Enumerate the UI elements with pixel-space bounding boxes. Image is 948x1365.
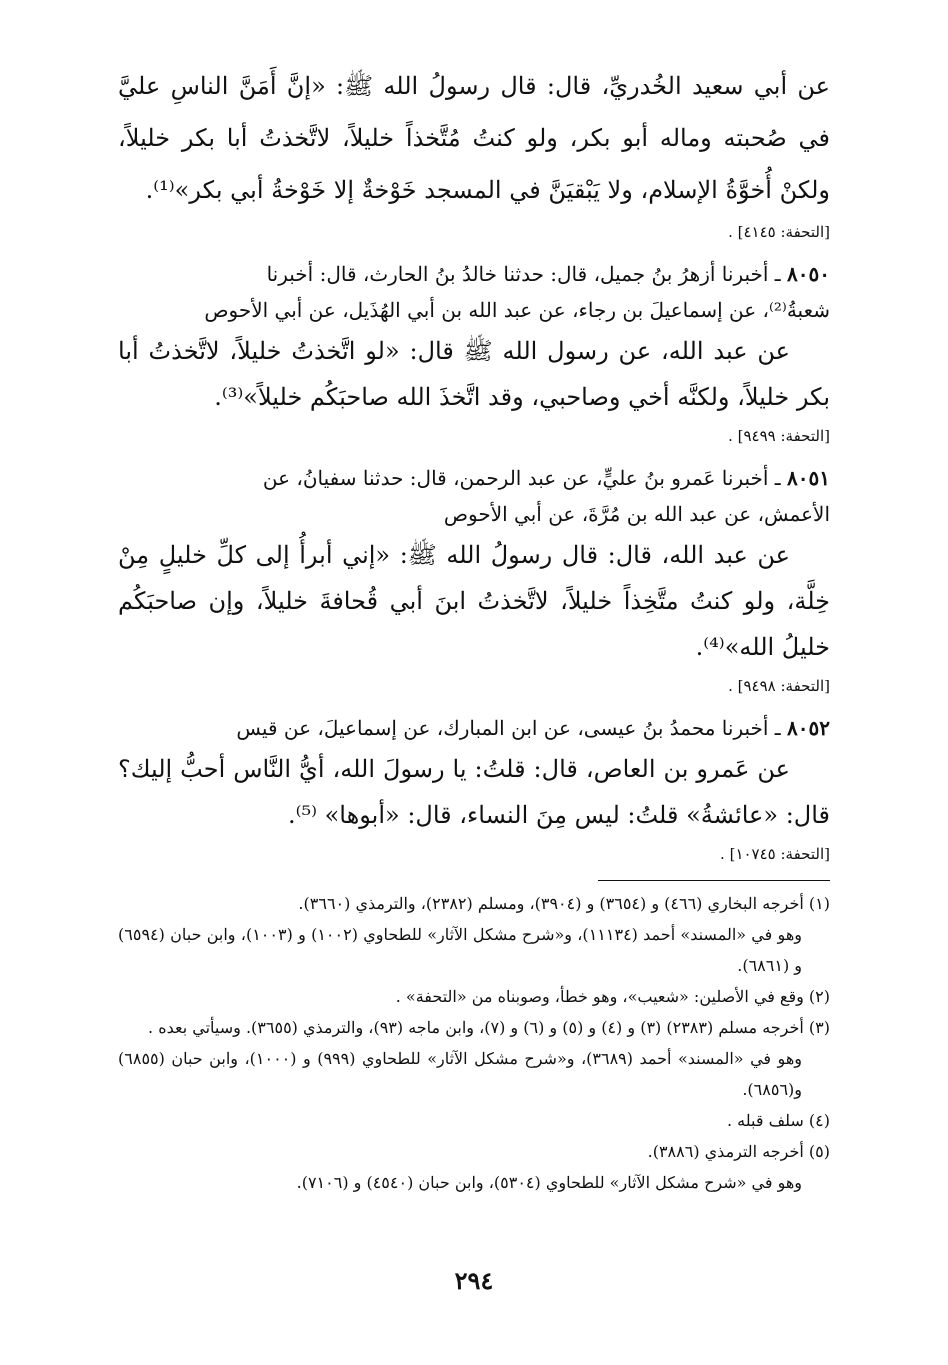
hadith-8051-isnad-2: الأعمش، عن عبد الله بن مُرَّةَ، عن أبي الأحوص [443,502,830,526]
footnote-divider [598,880,830,881]
footnote-1: (١) أخرجه البخاري (٤٦٦) و (٣٦٥٤) و (٣٩٠٤)، ومسلم (٢٣٨٢)، والترمذي (٣٦٦٠). [298,894,830,913]
footnote-5-cont: وهو في «شرح مشكل الآثار» للطحاوي (٥٣٠٤)، وابن حبان (٤٥٤٠) و (٧١٠٦). [296,1173,802,1192]
hadith-8051-isnad [118,460,830,496]
hadith-8050-matn: عن عبد الله، عن رسول الله ﷺ قال: «لو اتَّخذتُ خليلاً، لاتَّخذتُ أبا بكر خليلاً، ولكنَّه أخي وصاحبي، وقد اتَّخذَ الله صاحبَكُم خليلاً»⁽³⁾. [118,337,830,411]
footnote-1-cont: وهو في «المسند» أحمد (١١١٣٤)، و«شرح مشكل الآثار» للطحاوي (١٠٠٢) و (١٠٠٣)، وابن حبان (٦٥٩٤) و (٦٨٦١). [118,925,802,975]
hadith-8052-ref: [التحفة: ١٠٧٤٥] . [720,845,830,863]
page-number: ٢٩٤ [454,1266,494,1295]
prev-hadith-text: عن أبي سعيد الخُدريِّ، قال: قال رسولُ الله ﷺ: «إنَّ أَمَنَّ الناسِ عليَّ في صُحبته وماله أبو بكر، ولو كنتُ مُتَّخذاً خليلاً، لاتَّخذتُ أبا بكر خليلاً، ولكنْ أُخوَّةُ الإسلام، ولا يَبْقيَنَّ في المسجد خَوْخةٌ إلا خَوْخةُ أبي بكر»⁽¹⁾. [118,72,830,204]
hadith-8051-ref: [التحفة: ٩٤٩٨] . [728,677,830,695]
hadith-8050-isnad-1: ـ أخبرنا أزهرُ بنُ جميل، قال: حدثنا خالدُ بنُ الحارث، قال: أخبرنا [266,262,781,286]
hadith-8052-isnad-1: ـ أخبرنا محمدُ بنُ عيسى، عن ابن المبارك، عن إسماعيلَ، عن قيس [236,716,781,740]
hadith-number-8050: ٨٠٥٠ [787,262,830,286]
footnote-3-cont: وهو في «المسند» أحمد (٣٦٨٩)، و«شرح مشكل الآثار» للطحاوي (٩٩٩) و (١٠٠٠)، وابن حبان (٦٨٥٥) و(٦٨٥٦). [118,1049,802,1099]
hadith-8052-matn: عن عَمرو بن العاص، قال: قلتُ: يا رسولَ الله، أيُّ النَّاس أحبُّ إليك؟ قال: «عائشةُ» قلتُ: ليس مِنَ النساء، قال: «أبوها» ⁽⁵⁾. [118,755,830,829]
hadith-8051-isnad-1: ـ أخبرنا عَمرو بنُ عليٍّ، عن عبد الرحمن، قال: حدثنا سفيانُ، عن [262,466,781,490]
footnote-4: (٤) سلف قبله . [726,1111,830,1130]
hadith-8050-ref: [التحفة: ٩٤٩٩] . [728,427,830,445]
hadith-number-8051: ٨٠٥١ [787,466,830,490]
hadith-8051-matn: عن عبد الله، قال: قال رسولُ الله ﷺ: «إني أبرأُ إلى كلِّ خليلٍ مِنْ خِلَّة، ولو كنتُ متَّخِذاً خليلاً، لاتَّخذتُ ابنَ أبي قُحافةَ خليلاً، وإن صاحبَكُم خليلُ الله»⁽⁴⁾. [118,541,830,661]
prev-hadith-ref: [التحفة: ٤١٤٥] . [728,223,830,241]
footnote-3: (٣) أخرجه مسلم (٢٣٨٣) (٣) و (٤) و (٥) و (٦) و (٧)، وابن ماجه (٩٣)، والترمذي (٣٦٥٥). وسيأتي بعده . [148,1018,830,1037]
hadith-number-8052: ٨٠٥٢ [787,716,830,740]
footnote-2: (٢) وقع في الأصلين: «شعيب»، وهو خطأ، وصوبناه من «التحفة» . [395,987,830,1006]
hadith-8050-isnad [118,256,830,292]
footnote-5: (٥) أخرجه الترمذي (٣٨٨٦). [647,1142,830,1161]
hadith-8052-isnad [118,710,830,746]
main-text [118,60,830,878]
footnotes [118,888,830,1198]
hadith-8050-isnad-2: شعبةُ⁽²⁾، عن إسماعيلَ بن رجاء، عن عبد الله بن أبي الهُذَيل، عن أبي الأحوص [204,298,830,322]
